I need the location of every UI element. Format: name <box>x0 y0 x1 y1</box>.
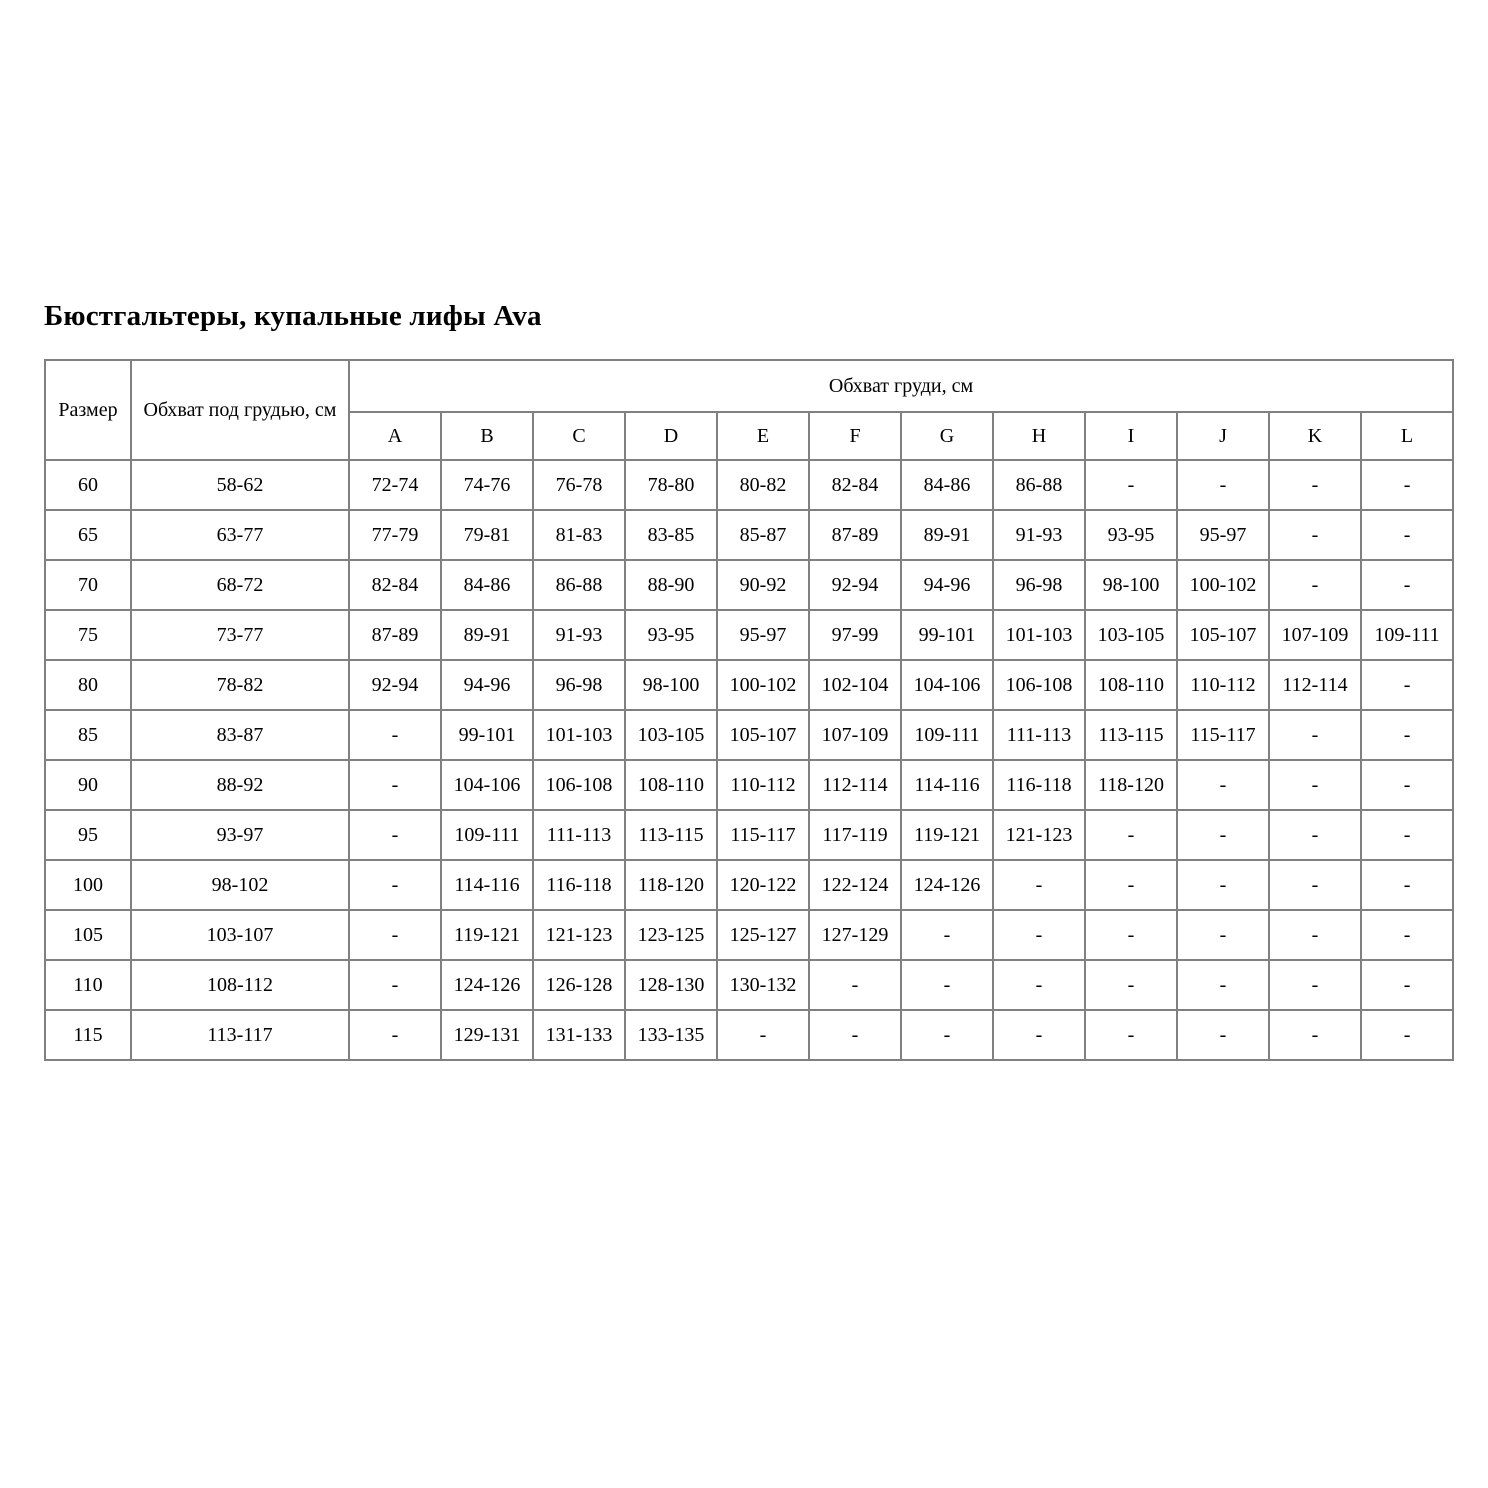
cup-range-cell: 98-100 <box>1085 560 1177 610</box>
cup-range-cell: - <box>1269 960 1361 1010</box>
cup-range-cell: 89-91 <box>901 510 993 560</box>
cup-letter-header: H <box>993 412 1085 460</box>
cup-range-cell: - <box>349 910 441 960</box>
cup-range-cell: 103-105 <box>1085 610 1177 660</box>
cup-range-cell: - <box>1269 560 1361 610</box>
cup-range-cell: 118-120 <box>1085 760 1177 810</box>
cup-range-cell: - <box>993 860 1085 910</box>
cup-range-cell: - <box>1177 860 1269 910</box>
cup-range-cell: 97-99 <box>809 610 901 660</box>
cup-range-cell: 114-116 <box>901 760 993 810</box>
cup-range-cell: 114-116 <box>441 860 533 910</box>
cup-range-cell: 111-113 <box>993 710 1085 760</box>
cup-range-cell: 121-123 <box>993 810 1085 860</box>
cup-range-cell: 82-84 <box>349 560 441 610</box>
cup-range-cell: - <box>1361 810 1453 860</box>
cup-range-cell: 119-121 <box>901 810 993 860</box>
cup-range-cell: - <box>1177 1010 1269 1060</box>
size-cell: 95 <box>45 810 131 860</box>
cup-range-cell: 113-115 <box>1085 710 1177 760</box>
cup-range-cell: 116-118 <box>993 760 1085 810</box>
cup-range-cell: - <box>809 960 901 1010</box>
cup-range-cell: 78-80 <box>625 460 717 510</box>
table-row <box>45 510 1453 560</box>
cup-range-cell: 122-124 <box>809 860 901 910</box>
underbust-cell: 63-77 <box>131 510 349 560</box>
col-header-size: Размер <box>45 360 131 460</box>
cup-range-cell: 112-114 <box>1269 660 1361 710</box>
cup-range-cell: - <box>993 1010 1085 1060</box>
size-cell: 105 <box>45 910 131 960</box>
cup-range-cell: 105-107 <box>717 710 809 760</box>
cup-range-cell: 133-135 <box>625 1010 717 1060</box>
cup-range-cell: 113-115 <box>625 810 717 860</box>
cup-range-cell: 98-100 <box>625 660 717 710</box>
cup-range-cell: - <box>1269 760 1361 810</box>
cup-range-cell: 121-123 <box>533 910 625 960</box>
cup-range-cell: 88-90 <box>625 560 717 610</box>
cup-range-cell: 87-89 <box>809 510 901 560</box>
cup-letter-header: A <box>349 412 441 460</box>
cup-range-cell: 80-82 <box>717 460 809 510</box>
cup-range-cell: 124-126 <box>441 960 533 1010</box>
cup-range-cell: - <box>1085 810 1177 860</box>
cup-range-cell: 84-86 <box>441 560 533 610</box>
cup-range-cell: 107-109 <box>809 710 901 760</box>
cup-range-cell: 86-88 <box>993 460 1085 510</box>
table-row <box>45 660 1453 710</box>
cup-range-cell: 130-132 <box>717 960 809 1010</box>
size-cell: 60 <box>45 460 131 510</box>
underbust-cell: 68-72 <box>131 560 349 610</box>
size-cell: 85 <box>45 710 131 760</box>
cup-range-cell: 106-108 <box>993 660 1085 710</box>
size-cell: 110 <box>45 960 131 1010</box>
cup-range-cell: - <box>717 1010 809 1060</box>
cup-letter-header: B <box>441 412 533 460</box>
cup-range-cell: 99-101 <box>901 610 993 660</box>
cup-range-cell: - <box>1177 960 1269 1010</box>
table-row <box>45 1010 1453 1060</box>
cup-range-cell: - <box>901 910 993 960</box>
cup-range-cell: 91-93 <box>993 510 1085 560</box>
underbust-cell: 58-62 <box>131 460 349 510</box>
cup-letter-header: C <box>533 412 625 460</box>
cup-range-cell: - <box>1361 960 1453 1010</box>
cup-range-cell: 91-93 <box>533 610 625 660</box>
cup-range-cell: 94-96 <box>441 660 533 710</box>
cup-range-cell: - <box>1269 510 1361 560</box>
cup-range-cell: 109-111 <box>901 710 993 760</box>
cup-range-cell: 95-97 <box>1177 510 1269 560</box>
cup-range-cell: 82-84 <box>809 460 901 510</box>
header-row-top <box>45 360 1453 412</box>
cup-range-cell: - <box>1361 510 1453 560</box>
cup-range-cell: 118-120 <box>625 860 717 910</box>
cup-letter-header: F <box>809 412 901 460</box>
table-row <box>45 610 1453 660</box>
cup-range-cell: 99-101 <box>441 710 533 760</box>
cup-range-cell: - <box>349 760 441 810</box>
cup-range-cell: 102-104 <box>809 660 901 710</box>
cup-range-cell: 108-110 <box>625 760 717 810</box>
table-row <box>45 860 1453 910</box>
cup-range-cell: 104-106 <box>901 660 993 710</box>
cup-range-cell: 93-95 <box>1085 510 1177 560</box>
cup-range-cell: 120-122 <box>717 860 809 910</box>
cup-range-cell: - <box>349 810 441 860</box>
cup-range-cell: - <box>1269 460 1361 510</box>
cup-range-cell: - <box>1269 710 1361 760</box>
underbust-cell: 113-117 <box>131 1010 349 1060</box>
cup-range-cell: - <box>1361 1010 1453 1060</box>
cup-range-cell: - <box>1361 460 1453 510</box>
cup-range-cell: 116-118 <box>533 860 625 910</box>
table-row <box>45 760 1453 810</box>
table-header <box>45 360 1453 460</box>
cup-range-cell: - <box>1269 1010 1361 1060</box>
cup-range-cell: 103-105 <box>625 710 717 760</box>
cup-range-cell: 119-121 <box>441 910 533 960</box>
cup-range-cell: 83-85 <box>625 510 717 560</box>
cup-range-cell: - <box>1361 560 1453 610</box>
cup-range-cell: - <box>1085 460 1177 510</box>
cup-range-cell: - <box>1361 760 1453 810</box>
cup-range-cell: - <box>901 960 993 1010</box>
cup-range-cell: 76-78 <box>533 460 625 510</box>
cup-range-cell: 108-110 <box>1085 660 1177 710</box>
table-row <box>45 460 1453 510</box>
cup-range-cell: - <box>1085 1010 1177 1060</box>
cup-range-cell: 92-94 <box>809 560 901 610</box>
cup-range-cell: 79-81 <box>441 510 533 560</box>
cup-range-cell: 100-102 <box>717 660 809 710</box>
cup-letter-header: D <box>625 412 717 460</box>
size-chart-table <box>44 359 1454 1061</box>
table-row <box>45 560 1453 610</box>
cup-range-cell: 74-76 <box>441 460 533 510</box>
cup-letter-header: L <box>1361 412 1453 460</box>
cup-range-cell: - <box>1177 760 1269 810</box>
cup-range-cell: 106-108 <box>533 760 625 810</box>
size-cell: 80 <box>45 660 131 710</box>
size-cell: 100 <box>45 860 131 910</box>
cup-range-cell: - <box>993 910 1085 960</box>
cup-range-cell: 110-112 <box>1177 660 1269 710</box>
underbust-cell: 78-82 <box>131 660 349 710</box>
size-cell: 65 <box>45 510 131 560</box>
cup-range-cell: 127-129 <box>809 910 901 960</box>
cup-range-cell: - <box>1269 910 1361 960</box>
table-row <box>45 910 1453 960</box>
underbust-cell: 83-87 <box>131 710 349 760</box>
col-header-underbust: Обхват под грудью, см <box>131 360 349 460</box>
cup-range-cell: 96-98 <box>533 660 625 710</box>
cup-range-cell: - <box>1269 860 1361 910</box>
cup-range-cell: 92-94 <box>349 660 441 710</box>
cup-range-cell: - <box>1177 910 1269 960</box>
cup-letter-header: I <box>1085 412 1177 460</box>
size-cell: 70 <box>45 560 131 610</box>
cup-range-cell: 94-96 <box>901 560 993 610</box>
cup-range-cell: 89-91 <box>441 610 533 660</box>
cup-range-cell: - <box>1361 910 1453 960</box>
table-row <box>45 960 1453 1010</box>
cup-range-cell: 104-106 <box>441 760 533 810</box>
cup-range-cell: - <box>1269 810 1361 860</box>
cup-range-cell: - <box>349 960 441 1010</box>
cup-range-cell: 123-125 <box>625 910 717 960</box>
cup-range-cell: 115-117 <box>1177 710 1269 760</box>
cup-range-cell: - <box>1085 960 1177 1010</box>
cup-range-cell: 105-107 <box>1177 610 1269 660</box>
cup-range-cell: 115-117 <box>717 810 809 860</box>
size-cell: 115 <box>45 1010 131 1060</box>
underbust-cell: 93-97 <box>131 810 349 860</box>
cup-range-cell: - <box>901 1010 993 1060</box>
cup-range-cell: 109-111 <box>1361 610 1453 660</box>
table-body <box>45 460 1453 1060</box>
cup-range-cell: - <box>349 1010 441 1060</box>
underbust-cell: 98-102 <box>131 860 349 910</box>
cup-range-cell: 111-113 <box>533 810 625 860</box>
cup-range-cell: 93-95 <box>625 610 717 660</box>
cup-range-cell: 128-130 <box>625 960 717 1010</box>
cup-letter-header: E <box>717 412 809 460</box>
cup-range-cell: - <box>349 860 441 910</box>
cup-range-cell: 84-86 <box>901 460 993 510</box>
cup-range-cell: 101-103 <box>533 710 625 760</box>
cup-range-cell: - <box>1085 910 1177 960</box>
page-title: Бюстгальтеры, купальные лифы Ava <box>44 300 542 332</box>
underbust-cell: 88-92 <box>131 760 349 810</box>
cup-range-cell: 107-109 <box>1269 610 1361 660</box>
table-row <box>45 810 1453 860</box>
cup-range-cell: 87-89 <box>349 610 441 660</box>
cup-letter-header: G <box>901 412 993 460</box>
cup-range-cell: 81-83 <box>533 510 625 560</box>
cup-range-cell: 112-114 <box>809 760 901 810</box>
cup-range-cell: - <box>1085 860 1177 910</box>
cup-range-cell: 129-131 <box>441 1010 533 1060</box>
cup-letter-header: J <box>1177 412 1269 460</box>
cup-range-cell: 96-98 <box>993 560 1085 610</box>
cup-range-cell: - <box>1177 810 1269 860</box>
cup-range-cell: - <box>1177 460 1269 510</box>
col-header-bust-span: Обхват груди, см <box>349 360 1453 412</box>
cup-range-cell: 90-92 <box>717 560 809 610</box>
cup-range-cell: 124-126 <box>901 860 993 910</box>
cup-range-cell: 126-128 <box>533 960 625 1010</box>
cup-range-cell: - <box>1361 660 1453 710</box>
underbust-cell: 108-112 <box>131 960 349 1010</box>
cup-range-cell: 110-112 <box>717 760 809 810</box>
underbust-cell: 73-77 <box>131 610 349 660</box>
cup-letter-header: K <box>1269 412 1361 460</box>
cup-range-cell: 100-102 <box>1177 560 1269 610</box>
cup-range-cell: 109-111 <box>441 810 533 860</box>
cup-range-cell: - <box>1361 710 1453 760</box>
cup-range-cell: - <box>993 960 1085 1010</box>
cup-range-cell: 101-103 <box>993 610 1085 660</box>
cup-range-cell: 86-88 <box>533 560 625 610</box>
cup-range-cell: 77-79 <box>349 510 441 560</box>
cup-range-cell: 95-97 <box>717 610 809 660</box>
cup-range-cell: - <box>1361 860 1453 910</box>
size-cell: 90 <box>45 760 131 810</box>
cup-range-cell: - <box>809 1010 901 1060</box>
size-cell: 75 <box>45 610 131 660</box>
cup-range-cell: 117-119 <box>809 810 901 860</box>
table-row <box>45 710 1453 760</box>
cup-range-cell: - <box>349 710 441 760</box>
cup-range-cell: 131-133 <box>533 1010 625 1060</box>
underbust-cell: 103-107 <box>131 910 349 960</box>
cup-range-cell: 72-74 <box>349 460 441 510</box>
cup-range-cell: 85-87 <box>717 510 809 560</box>
cup-range-cell: 125-127 <box>717 910 809 960</box>
